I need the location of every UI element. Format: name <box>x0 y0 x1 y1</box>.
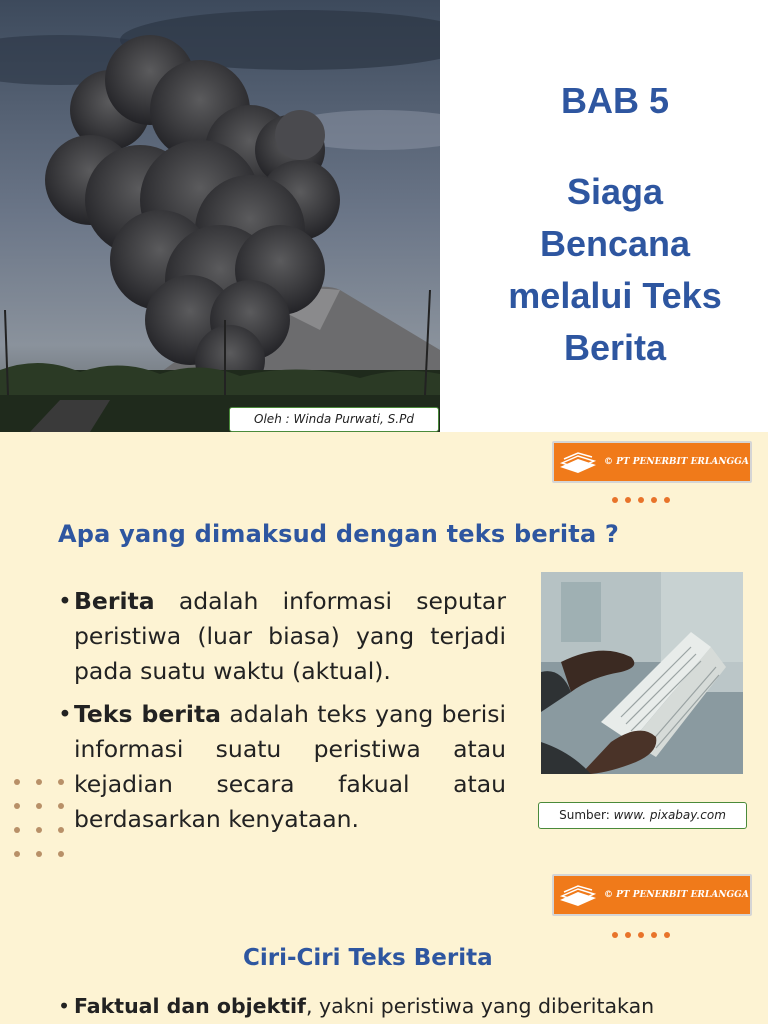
publisher-text: © PT PENERBIT ERLANGGA <box>604 890 749 900</box>
newspaper-reading-image <box>541 572 743 774</box>
characteristics-slide <box>0 864 768 1024</box>
definition-item <box>58 697 506 837</box>
decorative-dot-grid <box>14 779 64 857</box>
term: Teks berita <box>74 700 222 728</box>
definition-list <box>58 584 506 845</box>
definition-item <box>58 584 506 689</box>
source-label: Sumber: <box>559 808 614 822</box>
characteristic-item <box>58 992 744 1020</box>
publisher-badge <box>552 441 752 483</box>
image-source-caption <box>538 802 747 829</box>
chapter-subtitle <box>470 166 760 374</box>
characteristics-heading: Ciri-Ciri Teks Berita <box>243 945 493 971</box>
decorative-dots <box>612 932 670 938</box>
definition-text: adalah informasi seputar peristiwa (luar biasa) yang terjadi pada suatu waktu (aktual). <box>74 587 506 685</box>
subtitle-line: Berita <box>563 327 667 368</box>
question-heading: Apa yang dimaksud dengan teks berita ? <box>58 520 620 548</box>
source-site: www. pixabay.com <box>613 808 726 822</box>
publisher-text: © PT PENERBIT ERLANGGA <box>604 457 749 467</box>
book-logo-icon <box>558 449 598 475</box>
term: Faktual dan objektif <box>74 994 306 1018</box>
publisher-badge <box>552 874 752 916</box>
author-caption: Oleh : Winda Purwati, S.Pd <box>229 407 439 432</box>
book-logo-icon <box>558 882 598 908</box>
subtitle-line: Siaga <box>566 171 664 212</box>
subtitle-line: melalui Teks <box>508 275 722 316</box>
decorative-dots <box>612 497 670 503</box>
definition-slide <box>0 432 768 864</box>
volcano-eruption-image <box>0 0 440 432</box>
chapter-title: BAB 5 <box>560 80 670 121</box>
characteristic-text: , yakni peristiwa yang diberitakan <box>305 994 655 1018</box>
title-block <box>470 78 760 374</box>
definition-text: adalah teks yang berisi informasi suatu peristiwa atau kejadian secara fakual atau berdasarkan kenyataan. <box>74 700 506 833</box>
term: Berita <box>74 587 155 615</box>
title-slide <box>0 0 768 432</box>
subtitle-line: Bencana <box>539 223 691 264</box>
